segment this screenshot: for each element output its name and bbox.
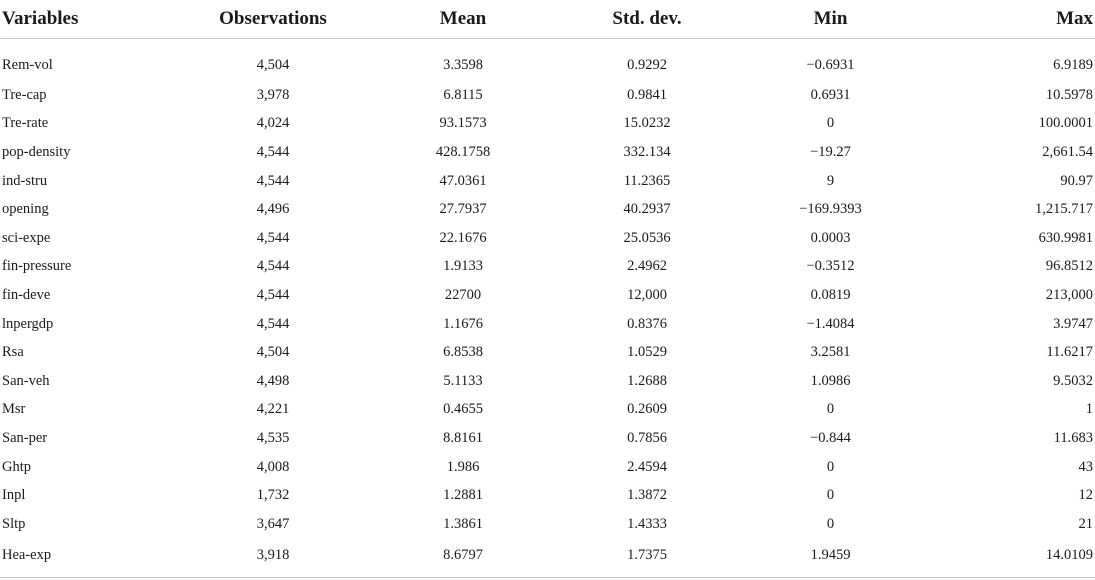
min-cell: −169.9393	[799, 201, 862, 218]
max-cell: 100.0001	[1038, 115, 1093, 132]
variable-name: San-per	[2, 429, 48, 446]
observations-cell: 4,008	[256, 458, 290, 475]
mean-cell: 27.7937	[439, 201, 487, 218]
mean-cell: 0.4655	[443, 401, 483, 418]
mean-cell: 22.1676	[439, 229, 487, 246]
variable-name: sci-expe	[2, 229, 51, 246]
std-dev-cell: 0.9292	[627, 56, 667, 73]
max-cell: 6.9189	[1053, 56, 1093, 73]
std-dev-cell: 11.2365	[623, 172, 671, 189]
mean-cell: 22700	[444, 286, 482, 303]
std-dev-cell: 15.0232	[623, 115, 671, 132]
min-cell: −0.3512	[806, 258, 855, 275]
variable-name: Tre-cap	[2, 86, 47, 103]
min-cell: −0.844	[810, 429, 851, 446]
max-cell: 14.0109	[921, 539, 1095, 578]
table-row	[0, 481, 1095, 510]
std-dev-cell: 0.9841	[627, 86, 667, 103]
min-cell: 9	[826, 172, 835, 189]
max-cell: 1	[1085, 401, 1093, 418]
max-cell: 3.9747	[1053, 315, 1093, 332]
mean-cell: 93.1573	[439, 115, 487, 132]
observations-cell: 4,504	[256, 344, 290, 361]
min-cell: −0.6931	[806, 56, 855, 73]
mean-cell: 1.3861	[443, 515, 483, 532]
mean-cell: 8.6797	[372, 539, 554, 578]
observations-cell: 1,732	[256, 487, 290, 504]
mean-cell: 6.8115	[443, 86, 483, 103]
observations-cell: 3,978	[256, 86, 290, 103]
min-cell: 0	[826, 115, 835, 132]
variable-name: Rsa	[2, 344, 24, 361]
header-min: Min	[740, 0, 921, 39]
max-cell: 90.97	[1060, 172, 1093, 189]
mean-cell: 6.8538	[443, 344, 483, 361]
variable-name: Tre-rate	[2, 115, 49, 132]
variable-name: ind-stru	[2, 172, 48, 189]
table-row	[0, 167, 1095, 196]
table-row	[0, 253, 1095, 282]
variable-name: opening	[2, 201, 49, 218]
max-cell: 11.6217	[1046, 344, 1093, 361]
std-dev-cell: 0.2609	[627, 401, 667, 418]
observations-cell: 4,544	[256, 229, 290, 246]
std-dev-cell: 1.4333	[627, 515, 667, 532]
table-row	[0, 39, 1095, 82]
max-cell: 21	[1078, 515, 1093, 532]
observations-cell: 3,918	[174, 539, 372, 578]
mean-cell: 1.2881	[443, 487, 483, 504]
max-cell: 11.683	[1053, 429, 1093, 446]
std-dev-cell: 1.7375	[554, 539, 740, 578]
observations-cell: 4,544	[256, 172, 290, 189]
observations-cell: 4,024	[256, 115, 290, 132]
std-dev-cell: 0.7856	[627, 429, 667, 446]
variable-name: lnpergdp	[2, 315, 54, 332]
variable-name: Sltp	[2, 515, 26, 532]
table-body	[0, 39, 1095, 578]
variable-name: Hea-exp	[0, 539, 174, 578]
table-row	[0, 310, 1095, 339]
table-row	[0, 81, 1095, 110]
mean-cell: 1.1676	[443, 315, 483, 332]
min-cell: 0	[826, 515, 835, 532]
mean-cell: 5.1133	[443, 372, 483, 389]
variable-name: San-veh	[2, 372, 50, 389]
min-cell: 0.0819	[810, 286, 851, 303]
observations-cell: 4,535	[256, 429, 290, 446]
std-dev-cell: 1.0529	[627, 344, 667, 361]
observations-cell: 4,504	[256, 56, 290, 73]
max-cell: 213,000	[1045, 286, 1093, 303]
variable-name: fin-pressure	[2, 258, 72, 275]
mean-cell: 1.9133	[443, 258, 483, 275]
std-dev-cell: 2.4962	[627, 258, 667, 275]
std-dev-cell: 1.2688	[627, 372, 667, 389]
observations-cell: 4,221	[256, 401, 290, 418]
min-cell: 1.9459	[740, 539, 921, 578]
table-row	[0, 396, 1095, 425]
table-row	[0, 539, 1095, 578]
variable-name: Inpl	[2, 487, 26, 504]
std-dev-cell: 2.4594	[627, 458, 667, 475]
observations-cell: 4,544	[256, 286, 290, 303]
max-cell: 12	[1078, 487, 1093, 504]
max-cell: 1,215.717	[1035, 201, 1093, 218]
header-max: Max	[921, 0, 1095, 39]
header-mean: Mean	[372, 0, 554, 39]
observations-cell: 3,647	[256, 515, 290, 532]
variable-name: Ghtp	[2, 458, 31, 475]
variable-name: Rem-vol	[2, 56, 53, 73]
table-row	[0, 195, 1095, 224]
min-cell: 0	[826, 401, 835, 418]
mean-cell: 8.8161	[443, 429, 483, 446]
min-cell: 0.6931	[810, 86, 851, 103]
observations-cell: 4,544	[256, 315, 290, 332]
table-row	[0, 110, 1095, 139]
header-observations: Observations	[174, 0, 372, 39]
std-dev-cell: 332.134	[623, 143, 671, 160]
observations-cell: 4,544	[256, 143, 290, 160]
header-variables: Variables	[0, 0, 174, 39]
variable-name: pop-density	[2, 143, 71, 160]
min-cell: −19.27	[810, 143, 851, 160]
min-cell: 0.0003	[810, 229, 851, 246]
header-row	[0, 0, 1095, 39]
variable-name: fin-deve	[2, 286, 51, 303]
max-cell: 9.5032	[1053, 372, 1093, 389]
max-cell: 43	[1078, 458, 1093, 475]
std-dev-cell: 0.8376	[627, 315, 667, 332]
mean-cell: 47.0361	[439, 172, 487, 189]
mean-cell: 1.986	[446, 458, 480, 475]
table-row	[0, 338, 1095, 367]
std-dev-cell: 12,000	[627, 286, 667, 303]
min-cell: 0	[826, 458, 835, 475]
header-std-dev: Std. dev.	[554, 0, 740, 39]
std-dev-cell: 1.3872	[627, 487, 667, 504]
max-cell: 630.9981	[1038, 229, 1093, 246]
min-cell: 1.0986	[810, 372, 851, 389]
std-dev-cell: 40.2937	[623, 201, 671, 218]
observations-cell: 4,544	[256, 258, 290, 275]
table-row	[0, 453, 1095, 482]
mean-cell: 428.1758	[435, 143, 491, 160]
table-row	[0, 510, 1095, 539]
max-cell: 10.5978	[1045, 86, 1093, 103]
min-cell: 3.2581	[810, 344, 851, 361]
max-cell: 2,661.54	[1042, 143, 1093, 160]
min-cell: −1.4084	[806, 315, 855, 332]
table-row	[0, 281, 1095, 310]
std-dev-cell: 25.0536	[623, 229, 671, 246]
min-cell: 0	[826, 487, 835, 504]
table-row	[0, 424, 1095, 453]
max-cell: 96.8512	[1045, 258, 1093, 275]
table-row	[0, 224, 1095, 253]
observations-cell: 4,496	[256, 201, 290, 218]
table-row	[0, 367, 1095, 396]
observations-cell: 4,498	[256, 372, 290, 389]
variable-name: Msr	[2, 401, 26, 418]
table-row	[0, 138, 1095, 167]
mean-cell: 3.3598	[443, 56, 483, 73]
